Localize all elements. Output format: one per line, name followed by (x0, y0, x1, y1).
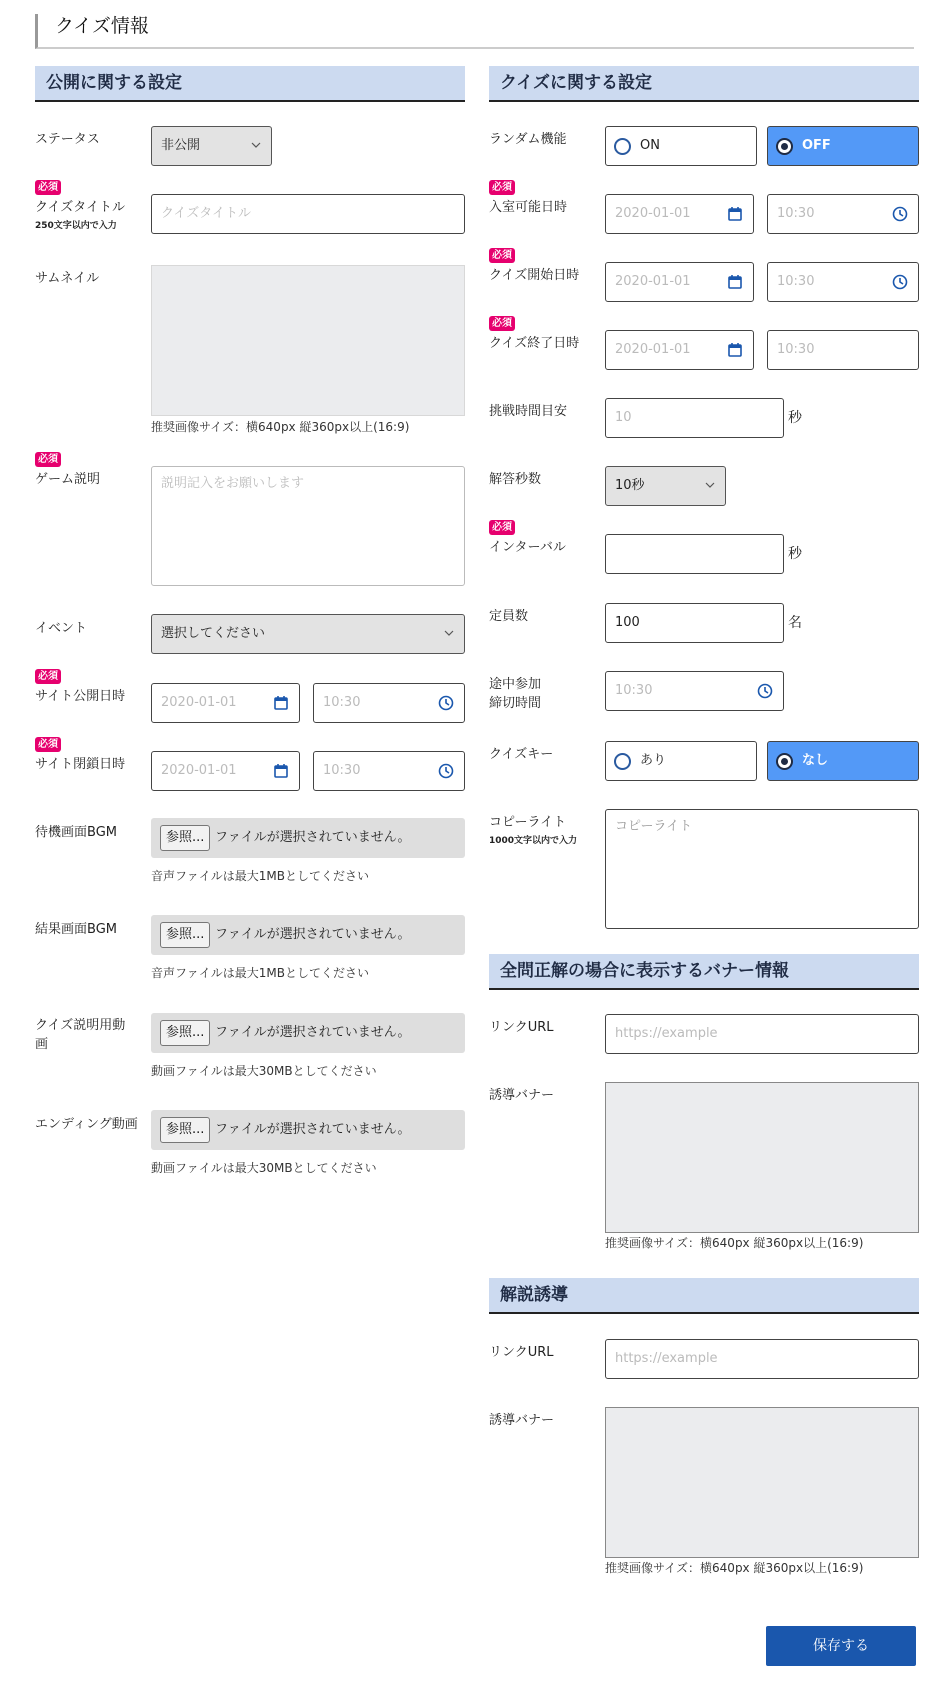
no-file-text: ファイルが選択されていません。 (215, 830, 411, 845)
required-badge: 必須 (489, 180, 515, 195)
start-label: クイズ開始日時 (489, 268, 580, 283)
banner-image-upload-area[interactable] (605, 1082, 919, 1233)
bgm-wait-file-input[interactable] (151, 818, 465, 858)
thumbnail-label: サムネイル (35, 271, 100, 286)
required-badge: 必須 (35, 669, 61, 684)
random-off-radio[interactable]: OFF (767, 126, 919, 166)
answer-sec-select[interactable] (605, 466, 726, 506)
video-desc-note: 動画ファイルは最大30MBとしてください (151, 1064, 377, 1078)
browse-button[interactable]: 参照... (160, 1020, 210, 1046)
video-ending-file-input[interactable] (151, 1110, 465, 1150)
video-desc-file-input[interactable] (151, 1013, 465, 1053)
save-button[interactable]: 保存する (766, 1626, 916, 1666)
quiz-key-yes-radio[interactable]: あり (605, 741, 757, 781)
game-desc-label: ゲーム説明 (35, 472, 101, 487)
interval-label: インターバル (489, 540, 566, 555)
copyright-label: コピーライト 1000文字以内で入力 (489, 813, 577, 849)
thumbnail-note: 推奨画像サイズ：横640px 縦360px以上(16:9) (151, 420, 410, 434)
guide-link-input[interactable]: https://example (605, 1339, 919, 1379)
calendar-icon[interactable] (727, 206, 743, 222)
event-label: イベント (35, 621, 88, 636)
no-file-text: ファイルが選択されていません。 (215, 927, 411, 942)
site-open-time-input[interactable]: 10:30 (313, 683, 465, 723)
bgm-result-note: 音声ファイルは最大1MBとしてください (151, 966, 369, 980)
interval-input[interactable] (605, 534, 784, 574)
video-desc-label: クイズ説明用動画 (35, 1018, 126, 1052)
chevron-down-icon (705, 481, 715, 489)
chevron-down-icon (251, 141, 261, 149)
entry-date-input[interactable]: 2020-01-01 (605, 194, 754, 234)
radio-icon (614, 138, 631, 155)
copyright-hint: 1000文字以内で入力 (489, 836, 578, 846)
event-value: 選択してください (161, 626, 266, 641)
banner-link-input[interactable]: https://example (605, 1014, 919, 1054)
banner-link-label: リンクURL (489, 1020, 554, 1035)
clock-icon[interactable] (438, 763, 454, 779)
no-file-text: ファイルが選択されていません。 (215, 1122, 411, 1137)
section-title-quiz: クイズに関する設定 (489, 66, 919, 102)
banner-image-label: 誘導バナー (489, 1088, 555, 1103)
answer-sec-value: 10秒 (615, 478, 645, 493)
browse-button[interactable]: 参照... (160, 825, 210, 851)
status-label: ステータス (35, 132, 100, 147)
entry-time-input[interactable]: 10:30 (767, 194, 919, 234)
end-time-input[interactable]: 10:30 (767, 330, 919, 370)
copyright-textarea[interactable]: コピーライト (605, 809, 919, 929)
video-ending-note: 動画ファイルは最大30MBとしてください (151, 1161, 377, 1175)
bgm-wait-label: 待機画面BGM (35, 825, 117, 840)
guide-image-note: 推奨画像サイズ：横640px 縦360px以上(16:9) (605, 1561, 864, 1575)
quiz-key-label: クイズキー (489, 747, 554, 762)
start-date-input[interactable]: 2020-01-01 (605, 262, 754, 302)
required-badge: 必須 (35, 452, 61, 467)
clock-icon[interactable] (438, 695, 454, 711)
game-desc-textarea[interactable]: 説明記入をお願いします (151, 466, 465, 586)
radio-icon (614, 753, 631, 770)
quiz-title-label: クイズタイトル 250文字以内で入力 (35, 198, 125, 234)
calendar-icon[interactable] (727, 274, 743, 290)
capacity-input[interactable]: 100 (605, 603, 784, 643)
browse-button[interactable]: 参照... (160, 1117, 210, 1143)
no-file-text: ファイルが選択されていません。 (215, 1025, 411, 1040)
join-deadline-label: 途中参加 締切時間 (489, 677, 542, 711)
start-time-input[interactable]: 10:30 (767, 262, 919, 302)
challenge-input[interactable]: 10 (605, 398, 784, 438)
answer-sec-label: 解答秒数 (489, 472, 542, 487)
banner-image-note: 推奨画像サイズ：横640px 縦360px以上(16:9) (605, 1236, 864, 1250)
bgm-wait-note: 音声ファイルは最大1MBとしてください (151, 869, 369, 883)
required-badge: 必須 (489, 520, 515, 535)
guide-image-label: 誘導バナー (489, 1413, 555, 1428)
clock-icon[interactable] (757, 683, 773, 699)
page-title: クイズ情報 (35, 14, 914, 49)
section-title-guide: 解説誘導 (489, 1278, 919, 1314)
end-label: クイズ終了日時 (489, 336, 580, 351)
required-badge: 必須 (35, 737, 61, 752)
random-label: ランダム機能 (489, 132, 567, 147)
event-select[interactable] (151, 614, 465, 654)
site-close-label: サイト閉鎖日時 (35, 757, 126, 772)
site-open-label: サイト公開日時 (35, 689, 126, 704)
clock-icon[interactable] (892, 274, 908, 290)
quiz-title-hint: 250文字以内で入力 (35, 221, 117, 231)
thumbnail-upload-area[interactable] (151, 265, 465, 416)
video-ending-label: エンディング動画 (35, 1117, 138, 1132)
site-open-date-input[interactable]: 2020-01-01 (151, 683, 300, 723)
radio-icon (776, 138, 793, 155)
guide-image-upload-area[interactable] (605, 1407, 919, 1558)
clock-icon[interactable] (892, 206, 908, 222)
status-value: 非公開 (161, 138, 201, 153)
quiz-title-input[interactable]: クイズタイトル (151, 194, 465, 234)
site-close-time-input[interactable]: 10:30 (313, 751, 465, 791)
radio-icon (776, 753, 793, 770)
guide-link-label: リンクURL (489, 1345, 554, 1360)
status-select[interactable] (151, 126, 272, 166)
challenge-label: 挑戦時間目安 (489, 404, 568, 419)
bgm-result-label: 結果画面BGM (35, 922, 117, 937)
required-badge: 必須 (35, 180, 61, 195)
calendar-icon[interactable] (273, 695, 289, 711)
end-date-input[interactable]: 2020-01-01 (605, 330, 754, 370)
interval-unit: 秒 (788, 546, 802, 562)
section-title-banner: 全問正解の場合に表示するバナー情報 (489, 954, 919, 990)
join-deadline-input[interactable]: 10:30 (605, 671, 784, 711)
capacity-unit: 名 (788, 615, 802, 631)
required-badge: 必須 (489, 248, 515, 263)
challenge-unit: 秒 (788, 410, 802, 426)
bgm-result-file-input[interactable] (151, 915, 465, 955)
chevron-down-icon (444, 629, 454, 637)
calendar-icon[interactable] (273, 763, 289, 779)
random-on-radio[interactable]: ON (605, 126, 757, 166)
site-close-date-input[interactable]: 2020-01-01 (151, 751, 300, 791)
quiz-key-no-radio[interactable]: なし (767, 741, 919, 781)
calendar-icon[interactable] (727, 342, 743, 358)
capacity-label: 定員数 (489, 609, 529, 624)
browse-button[interactable]: 参照... (160, 922, 210, 948)
required-badge: 必須 (489, 316, 515, 331)
section-title-publish: 公開に関する設定 (35, 66, 465, 102)
entry-label: 入室可能日時 (489, 200, 568, 215)
